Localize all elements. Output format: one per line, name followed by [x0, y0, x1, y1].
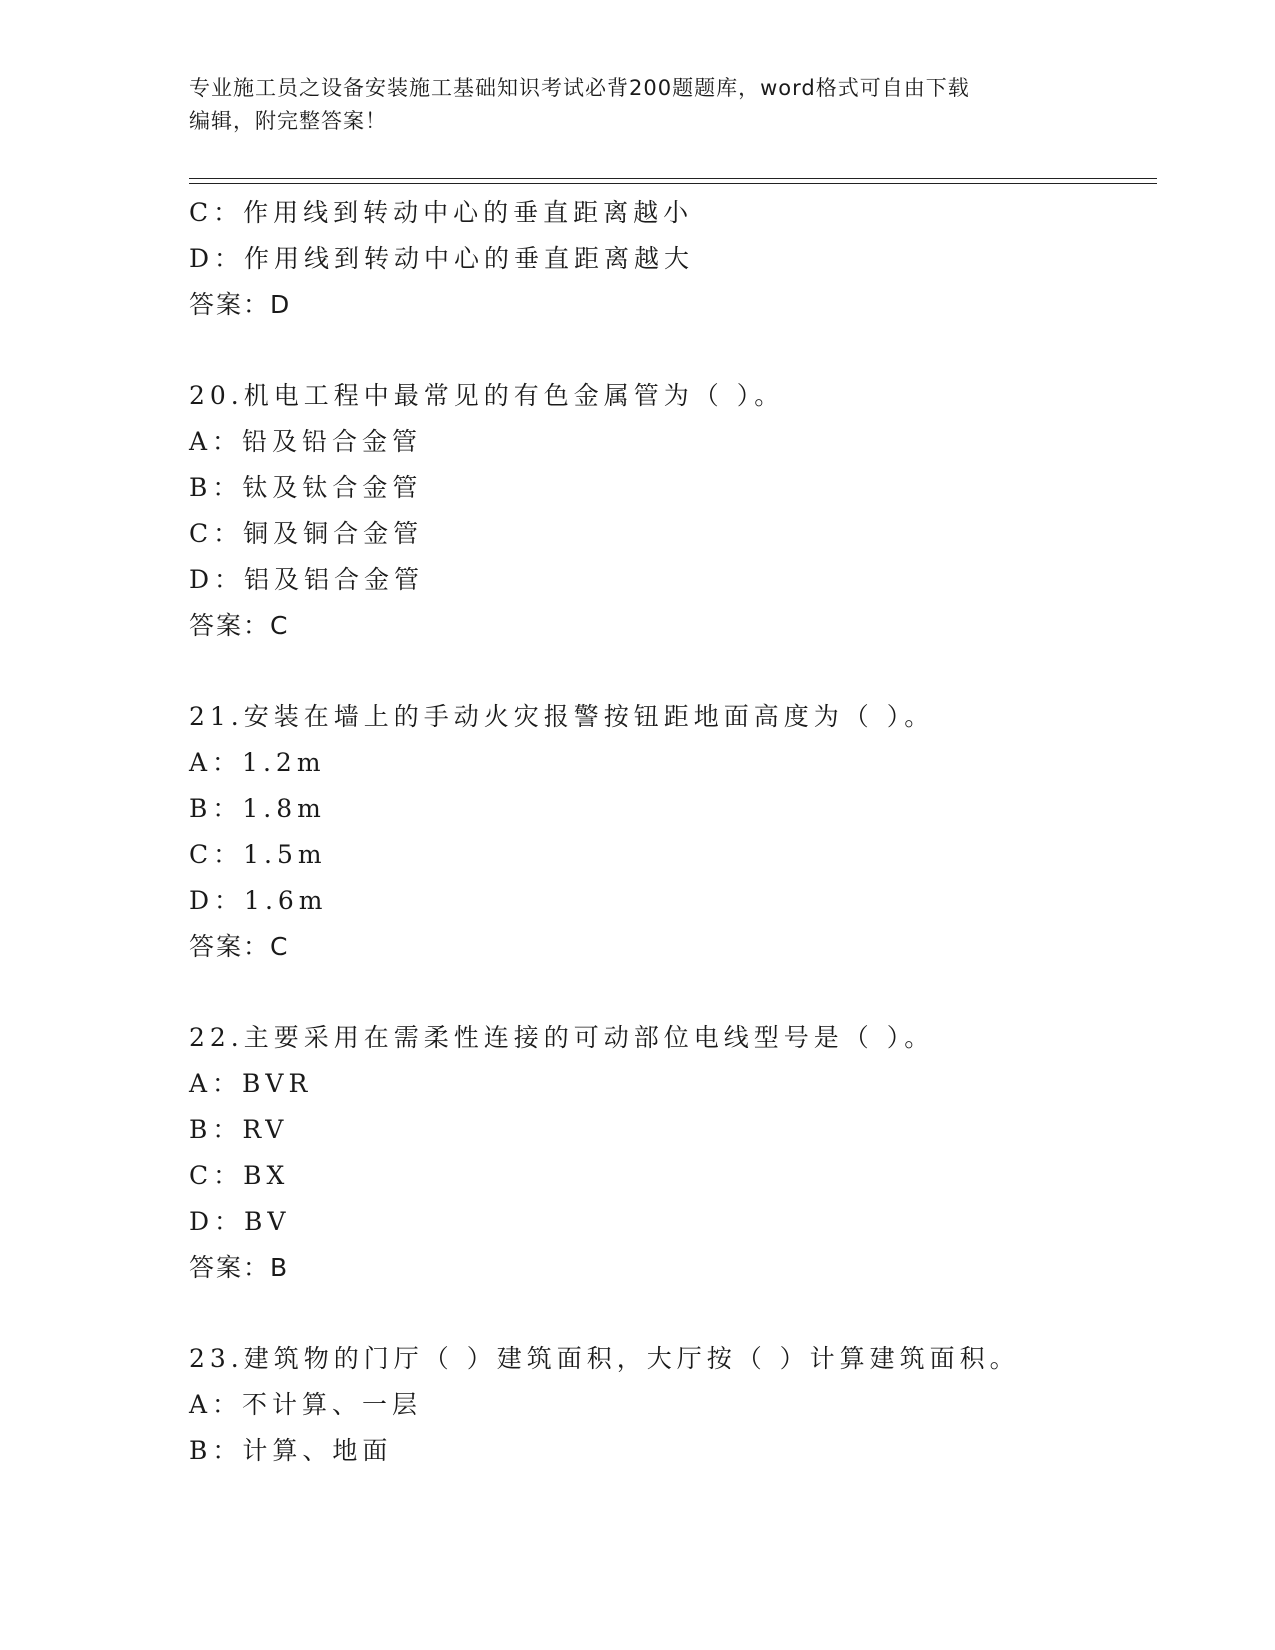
option-d: D：BV: [189, 1207, 291, 1236]
question-stem: 21.安装在墙上的手动火灾报警按钮距地面高度为（ ）。: [189, 702, 935, 731]
question-stem: 23.建筑物的门厅（ ）建筑面积，大厅按（ ）计算建筑面积。: [189, 1344, 1020, 1373]
answer-line: 答案：D: [189, 290, 292, 319]
header-title-line-2: 编辑，附完整答案！: [189, 109, 387, 133]
option-d: D：1.6m: [189, 886, 328, 915]
question-stem: 20.机电工程中最常见的有色金属管为（ ）。: [189, 381, 785, 410]
option-a: A：不计算、一层: [189, 1390, 423, 1419]
header-divider-top: [189, 178, 1157, 179]
option-b: B：RV: [189, 1115, 289, 1144]
option-b: B：计算、地面: [189, 1436, 393, 1465]
option-c: C：作用线到转动中心的垂直距离越小: [189, 198, 694, 227]
option-a: A：铅及铅合金管: [189, 427, 423, 456]
answer-line: 答案：B: [189, 1253, 290, 1282]
question-22: [189, 1015, 1149, 1291]
header-title-line-1: 专业施工员之设备安装施工基础知识考试必背200题题库，word格式可自由下载: [189, 76, 970, 100]
option-b: B：1.8m: [189, 794, 326, 823]
question-23: [189, 1336, 1149, 1474]
question-stem: 22.主要采用在需柔性连接的可动部位电线型号是（ ）。: [189, 1023, 935, 1052]
answer-line: 答案：C: [189, 932, 290, 961]
document-header: [189, 72, 1089, 138]
question-19-continued: [189, 190, 1149, 328]
question-list: [189, 190, 1149, 1474]
option-b: B：钛及钛合金管: [189, 473, 423, 502]
answer-line: 答案：C: [189, 611, 290, 640]
option-c: C：BX: [189, 1161, 290, 1190]
option-d: D：作用线到转动中心的垂直距离越大: [189, 244, 695, 273]
header-divider-bottom: [189, 183, 1157, 184]
option-c: C：1.5m: [189, 840, 327, 869]
option-d: D：铝及铝合金管: [189, 565, 425, 594]
option-a: A：BVR: [189, 1069, 313, 1098]
question-20: [189, 373, 1149, 649]
option-c: C：铜及铜合金管: [189, 519, 424, 548]
question-21: [189, 694, 1149, 970]
option-a: A：1.2m: [189, 748, 326, 777]
